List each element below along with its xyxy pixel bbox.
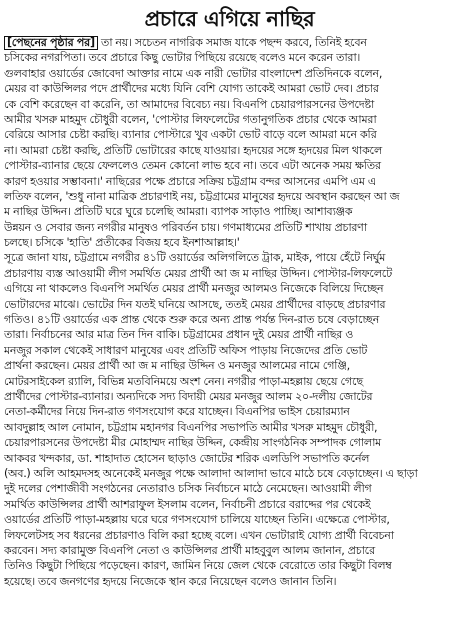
article-line: মেয়র বা কাউন্সিলর পদে প্রার্থীদের মধ্যে যিনি বেশি যোগ্য তাকেই আমরা ভোট দেব। প্রচার	[4, 82, 379, 96]
article-line: করবেন। সদ্য কারামুক্ত বিএনপি নেতা ও কাউন্সিলর প্রার্থী মাহবুবুল আলম জানান, প্রচারে	[4, 543, 375, 557]
article-line: প্রার্থীদের পোস্টার-ব্যানার। অন্যদিকে সদ্য বিদায়ী মেয়র মনজুর আলম ২০-দলীয় জোটের	[4, 389, 373, 403]
article-line: উন্নয়ন ও সেবার জন্য নগরীর মানুষও পরিবর্তন চায়। গণমাধ্যমের প্রতিটি শাখায় প্রচারণা	[4, 220, 367, 234]
article-line: মনজুর সকাল থেকেই সাধারণ মানুষের এবং প্রতিটি অফিস পাড়ায় নিজেদের প্রতি ভোট	[4, 343, 368, 357]
article-line: বেরিয়ে আসার চেষ্টা করছি। ব্যানার পোস্টারে খুব একটা ভোট বাড়ে বলে আমরা মনে করি	[4, 128, 377, 142]
article-line: চেয়ারপারসনের উপদেষ্টা মীর মোহাম্মদ নাছির উদ্দিন, কেন্দ্রীয় সাংগঠনিক সম্পাদক গোলাম	[4, 436, 381, 450]
article-line: তিনিও কিছুটা পিছিয়ে পড়েছেন। কারণ, জামিন নিয়ে জেল থেকে বেরোতে তার কিছুটা বিলম্ব	[4, 559, 392, 573]
article-line-1	[4, 35, 455, 50]
article-headline: প্রচারে এগিয়ে নাছির	[144, 7, 315, 31]
article-line: ভোটারদের মাঝে। ভোটের দিন যতই ঘনিয়ে আসছে, ততই মেয়র প্রার্থীদের বাড়ছে প্রচারণার	[4, 297, 386, 311]
article-line: (অব.) অলি আহমদসহ অনেকেই মনজুর পক্ষে আলাদা আলাদা ভাবে মাঠে চষে বেড়াচ্ছেন। এ ছাড়া	[4, 466, 418, 480]
article-line: কে বেশি করেছেন বা করেনি, তা আমাদের বিবেচ্য নয়। বিএনপি চেয়ারপারসনের উপদেষ্টা	[4, 97, 375, 111]
article-line	[4, 604, 455, 619]
newspaper-article	[4, 0, 455, 642]
article-line: সূত্রে জানা যায়, চট্টগ্রামে নগরীর ৪১টি ওয়ার্ডের অলিগলিতে ট্রাক, মাইক, পায়ে হেঁটে নির্ঘুম	[4, 251, 386, 265]
article-line: কারণ হওয়ার সম্ভাবনা।' নাছিরের পক্ষে প্রচারে সক্রিয় চট্টগ্রাম বন্দর আসনের এমপি এম এ	[4, 174, 377, 188]
article-line: ওয়ার্ডের প্রতিটি পাড়া-মহল্লায় ঘরে ঘরে গণসংযোগ চালিয়ে যাচ্ছেন তিনি। এক্ষেত্রে পোস্টার,	[4, 513, 390, 527]
article-line: পোস্টার-ব্যানার ছেয়ে ফেললেও তেমন কোনো লাভ হবে না। তবে এটা অনেক সময় ক্ষতির	[4, 159, 381, 173]
article-line: হয়েছে। তবে জনগণের হৃদয়ে নিজেকে স্থান করে নিয়েছেন বলেও জানান তিনি।	[4, 574, 337, 588]
article-line: না। আমরা চেষ্টা করছি, প্রতিটি ভোটারের কাছে যাওয়ার। হৃদয়ের সঙ্গে হৃদয়ের মিল থাকলে	[4, 143, 383, 157]
article-line: নেতা-কর্মীদের নিয়ে দিন-রাত গণসংযোগ করে যাচ্ছেন। বিএনপির ভাইস চেয়ারম্যান	[4, 405, 350, 419]
article-line-1-text: তা নয়। সচেতন নাগরিক সমাজ যাকে পছন্দ করবে, তিনিই হবেন	[97, 36, 367, 49]
article-line	[4, 589, 455, 604]
continuation-tag: [পেছনের পৃষ্ঠার পর]	[4, 36, 98, 50]
article-line: এগিয়ে না থাকলেও বিএনপি সমর্থিত মেয়র প্রার্থী মনজুর আলমও নিজেকে বিলিয়ে দিচ্ছেন	[4, 282, 384, 296]
article-body	[4, 35, 455, 635]
article-line: দুই দলের পেশাজীবী সংগঠনের নেতারাও চসিক নির্বাচনে মাঠে নেমেছেন। আওয়ামী লীগ	[4, 482, 372, 496]
article-line: আমীর খসরু মাহমুদ চৌধুরী বলেন, 'পোস্টার লিফলেটের গতানুগতিক প্রচার থেকে আমরা	[4, 112, 377, 126]
article-line: প্রার্থনা করছেন। মেয়র প্রার্থী আ জ ম নাছির উদ্দিন ও মনজুর আলমের নামে গেঞ্জি,	[4, 359, 350, 373]
article-line: লতিফ বলেন, 'শুধু নানা মাত্রিক প্রচারণাই নয়, চট্টগ্রামের মানুষের হৃদয়ে অবস্থান করছেন আ জ	[4, 189, 400, 203]
article-line: চসিকের নগরপিতা। তবে প্রচারে কিছু ভোটার পিছিয়ে রয়েছে বলেও মনে করেন তারা।	[4, 51, 361, 65]
article-line: গতিও। ৪১টি ওয়ার্ডের এক প্রান্ত থেকে শুরু করে অন্য প্রান্ত পর্যন্ত দিন-রাত চষে বেড়াচ্ছেন	[4, 313, 380, 327]
article-line: আবদুল্লাহ আল নোমান, চট্টগ্রাম মহানগর বিএনপির সভাপতি আমীর খসরু মাহমুদ চৌধুরী,	[4, 420, 378, 434]
article-line: আকবর খন্দকার, ডা. শাহাদাত হোসেন ছাড়াও জোটের শরিক এলডিপি সভাপতি কর্নেল	[4, 451, 370, 465]
article-line: তারা। নির্বাচনের আর মাত্র তিন দিন বাকি। চট্টগ্রামের প্রধান দুই মেয়র প্রার্থী নাছির ও	[4, 328, 354, 342]
article-line: সমর্থিত কাউন্সিলর প্রার্থী আশরাফুল ইসলাম বলেন, নির্বাচনী প্রচারে বরাদ্দের পর থেকেই	[4, 497, 371, 511]
article-line: মোটরসাইকেল র‌্যালি, বিভিন্ন মতবিনিময়ে অংশ নেন। নগরীর পাড়া-মহল্লায় ছেয়ে গেছে	[4, 374, 363, 388]
article-line: ম নাছির উদ্দিন। প্রতিটি ঘরে ঘুরে চলেছি আমরা। ব্যাপক সাড়াও পাচ্ছি। আশাব্যঞ্জক	[4, 205, 353, 219]
article-line: গুলবাহার ওয়ার্ডের জোবেদা আক্তার নামে এক নারী ভোটার বাংলাদেশ প্রতিদিনকে বলেন,	[4, 66, 383, 80]
article-line: চলছে। চসিকে 'হাতি' প্রতীকের বিজয় হবে ইনশাআল্লাহ।'	[4, 236, 240, 250]
article-line	[4, 620, 455, 635]
article-line: লিফলেটসহ সব ধরনের প্রচারণাও বিলি করা হচ্ছে বলে। এখন ভোটারাই যোগ্য প্রার্থী বিবেচনা	[4, 528, 394, 542]
article-line: প্রচারণায় ব্যস্ত আওয়ামী লীগ সমর্থিত মেয়র প্রার্থী আ জ ম নাছির উদ্দিন। পোস্টার-লিফলেটে	[4, 266, 393, 280]
